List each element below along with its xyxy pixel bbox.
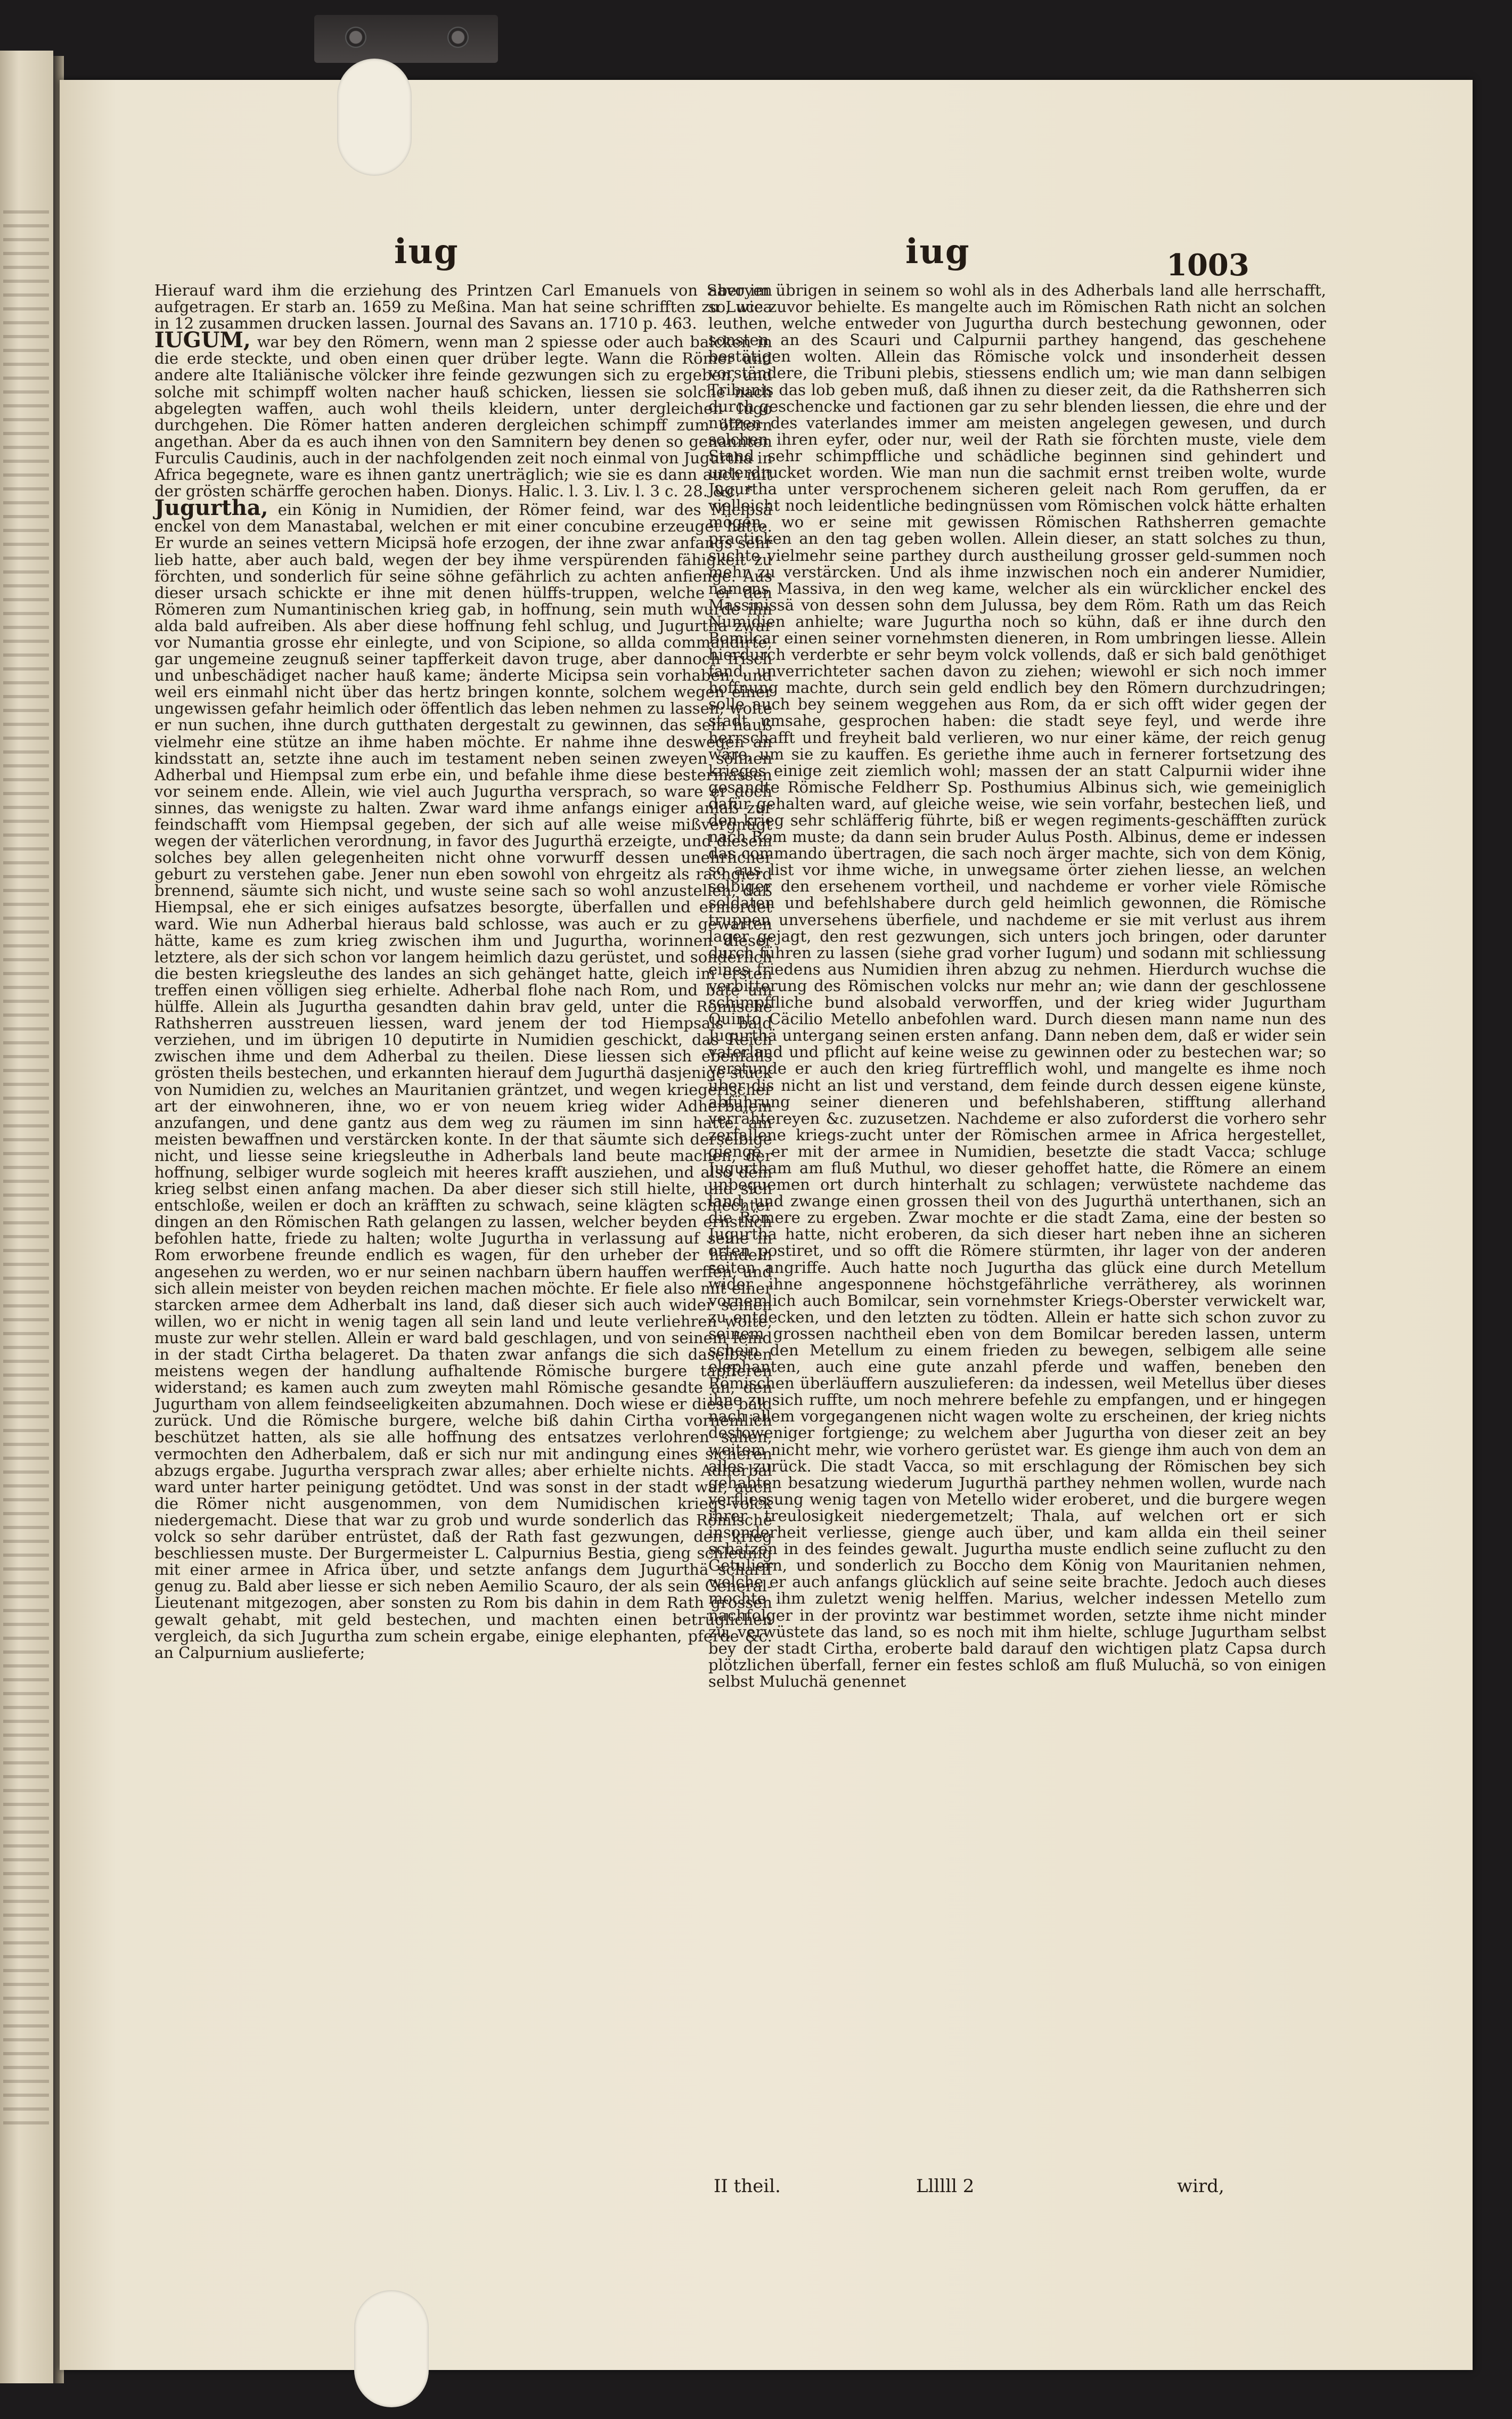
entry-paragraph — [154, 328, 773, 501]
entry-text: war bey den Römern, wenn man 2 spiesse oder auch balcken in die erde steckte, und oben einen quer drüber legte. Wann die Römer und andere alte Italiänische völcker ihre feinde gezwungen sich zu ergeben, und solche mit schimpff wolten nacher hauß schicken, liessen sie solche nach abgelegten waffen, auch wohl theils kleidern, unter dergleichen Iugo durchgehen. Die Römer hatten anderen dergleichen schimpff zum öfftern angethan. Aber da es auch ihnen von den Samnitern bey denen so genannten Furculis Caudinis, auch in der nachfolgenden zeit noch einmal von Jugurtha in Africa begegnete, ware es ihnen gantz unerträglich; wie sie es dann auch mit der grösten schärffe gerochen haben. Dionys. Halic. l. 3. Liv. l. 3 c. 28. &c. * — [154, 333, 773, 501]
left-text-column — [154, 282, 772, 1661]
page-holder-tab-top — [337, 59, 412, 176]
page-number: 1003 — [1166, 248, 1249, 283]
entry-text: Hierauf ward ihm die erziehung des Printzen Carl Emanuels von Savoyen aufgetragen. Er starb an. 1659 zu Meßina. Man hat seine schrifften zu Lucca in 12 zusammen drucken lassen. Journal des Savans an. 1710 p. 463. — [154, 281, 772, 333]
footer-catchword: wird, — [1177, 2176, 1224, 2197]
book-clamp — [314, 15, 498, 63]
footer-volume: II theil. — [714, 2176, 781, 2197]
right-running-head: iug — [905, 232, 970, 272]
page-holder-tab-bottom — [354, 2290, 429, 2407]
entry-paragraph — [154, 495, 772, 1662]
left-running-head: iug — [394, 232, 459, 272]
right-text-column — [708, 282, 1326, 1690]
footer-signature: Llllll 2 — [916, 2176, 975, 2197]
clamp-screw-icon — [345, 27, 366, 48]
entry-paragraph — [708, 282, 1326, 1690]
facing-page-edge — [0, 51, 53, 2383]
entry-paragraph — [154, 282, 772, 332]
entry-lemma: IUGUM, — [154, 328, 251, 353]
entry-text: aber im übrigen in seinem so wohl als in des Adherbals land alle herrschafft, so, wie zuvor behielte. Es mangelte auch im Römischen Rath nicht an solchen leuthen, welche entweder von Jugurtha durch bestechung gewonnen, oder sonsten an des Scauri und Calpurnii parthey hangend, das geschehene bestätigen wolten. Allein das Römische volck und insonderheit dessen vorständere, die Tribuni plebis, stiessens endlich um; wie man dann selbigen Tribunis das lob geben muß, daß ihnen zu dieser zeit, da die Rathsherren sich durch geschencke und factionen gar zu sehr blenden liessen, die ehre und der nutzen des vaterlandes immer am meisten angelegen gewesen, und durch solchen ihren eyfer, oder nur, weil der Rath sie förchten muste, viele dem Stand sehr schimpffliche und schädliche beginnen sind gehindert und unterdrucket worden. Wie man nun die sachmit ernst treiben wolte, wurde Jugurtha unter versprochenem sicheren geleit nach Rom geruffen, da er vielleicht noch leidentliche bedingnüssen vom Römischen volck hätte erhalten mögen, wo er seine mit gewissen Römischen Rathsherren gemachte practicken an den tag geben wollen. Allein dieser, an statt solches zu thun, suchte vielmehr seine parthey durch austheilung grosser geld-summen noch mehr zu verstärcken. Und als ihme inzwischen noch ein anderer Numidier, namens Massiva, in den weg kame, welcher als ein würcklicher enckel des Massinissä von dessen sohn dem Julussa, bey dem Röm. Rath um das Reich Numidien anhielte; ware Jugurtha noch so kühn, daß er ihne durch den Bomilcar einen seiner vornehmsten dieneren, in Rom umbringen liesse. Allein hierdurch verderbte er sehr beym volck vollends, daß er sich bald genöthiget fand, unverrichteter sachen davon zu ziehen; wiewohl er sich noch immer hoffnung machte, durch sein geld endlich bey den Römern durchzudringen; solle auch bey seinem weggehen aus Rom, da er sich offt wider gegen der stadt umsahe, gesprochen haben: die stadt seye feyl, und werde ihre herrschafft und freyheit bald verlieren, wo nur einer käme, der reich genug wäre, um sie zu kauffen. Es geriethe ihme auch in fernerer fortsetzung des krieges einige zeit ziemlich wohl; massen der an statt Calpurnii wider ihne gesandte Römische Feldherr Sp. Posthumius Albinus sich, wie gemeiniglich dafür gehalten ward, auf gleiche weise, wie sein vorfahr, bestechen ließ, und den krieg sehr schläfferig führte, biß er wegen regiments-geschäfften zurück nach Rom muste; da dann sein bruder Aulus Posth. Albinus, deme er indessen das commando übertragen, die sach noch ärger machte, sich von dem König, so aus list vor ihme wiche, in unwegsame örter ziehen liesse, an welchen selbiger den ersehenem vortheil, und nachdeme er vorher viele Römische soldaten und befehlshabere durch geld heimlich gewonnen, die Römische truppen unversehens überfiele, und nachdeme er sie mit verlust aus ihrem lager gejagt, den rest gezwungen, sich unters joch bringen, oder darunter durch führen zu lassen (siehe grad vorher Iugum) und sodann mit schliessung eines friedens aus Numidien ihren abzug zu nehmen. Hierdurch wuchse die verbitterung des Römischen volcks nur mehr an; wie dann der geschlossene schimpffliche bund alsobald verworffen, und der krieg wider Jugurtham Quinto Cäcilio Metello anbefohlen ward. Durch diesen mann name nun des Jugurthä untergang seinen ersten anfang. Dann neben dem, daß er wider sein vaterland und pflicht auf keine weise zu gewinnen oder zu bestechen war; so verstunde er auch den krieg fürtrefflich wohl, und mangelte es ihme noch über dis nicht an list und verstand, dem feinde durch dessen eigene künste, abführung seiner dieneren und befehlshaberen, stifftung allerhand verrähtereyen &c. zuzusetzen. Nachdeme er also zuforderst die vorhero sehr zerfallene kriegs-zucht unter der Römischen armee in Africa hergestellet, gienge er mit der armee in Numidien, besetzte die stadt Vacca; schluge Jugurtham am fluß Muthul, wo dieser gehoffet hatte, die Römere an einem unbequemen ort durch hinterhalt zu schlagen; verwüstete nachdeme das land, und zwange einen grossen theil von des Jugurthä unterthanen, sich an die Römere zu ergeben. Zwar mochte er die stadt Zama, eine der besten so Jugurtha hatte, nicht eroberen, da sich dieser hart neben ihne an sicheren orten postiret, und so offt die Römere stürmten, ihr lager von der anderen seiten angriffe. Auch hatte noch Jugurtha das glück eine durch Metellum wider ihne angesponnene höchstgefährliche verrätherey, als worinnen vornemlich auch Bomilcar, sein vornehmster Kriegs-Oberster verwickelt war, zu entdecken, und den letzten zu tödten. Allein er hatte sich schon zuvor zu seinem grossen nachtheil eben von dem Bomilcar bereden lassen, unterm schein den Metellum zu einem frieden zu bewegen, selbigem alle seine elephanten, auch eine gute anzahl pferde und waffen, beneben den Römischen überläuffern auszulieferen: da indessen, weil Metellus über dieses ihne zu sich ruffte, um noch mehrere befehle zu empfangen, und er hingegen nach allem vorgegangenen nicht wagen wolte zu erscheinen, der krieg nichts destoweniger fortgienge; zu welchem aber Jugurtha von dieser zeit an bey weitem nicht mehr, wie vorhero gerüstet war. Es gienge ihm auch von dem an alles zurück. Die stadt Vacca, so mit erschlagung der Römischen bey sich gehabten besatzung wiederum Jugurthä parthey nehmen wollen, wurde nach verfliessung wenig tagen von Metello wider eroberet, und die burgere wegen ihrer treulosigkeit niedergemetzelt; Thala, auf welchen ort er sich insonderheit verliesse, gienge auch über, und kam allda ein theil seiner schätzen in des feindes gewalt. Jugurtha muste endlich seine zuflucht zu den Getuliern, und sonderlich zu Boccho dem König von Mauritanien nehmen, welche er auch anfangs glücklich auf seine seite brachte. Jedoch auch dieses mochte ihm zuletzt wenig helffen. Marius, welcher indessen Metello zum nachfolger in der provintz war bestimmet worden, setzte ihme nicht minder zu, verwüstete das land, so es noch mit ihm hielte, schluge Jugurtham selbst bey der stadt Cirtha, eroberte bald darauf den wichtigen platz Capsa durch plötzlichen überfall, ferner ein festes schloß am fluß Muluchä, so von einigen selbst Muluchä genennet — [708, 281, 1326, 1690]
entry-lemma: Jugurtha, — [154, 495, 268, 521]
facing-page-text-fragments — [3, 210, 49, 2128]
clamp-screw-icon — [447, 27, 469, 48]
entry-text: ein König in Numidien, der Römer feind, war des Micipsä enckel von dem Manastabal, welchen er mit einer concubine erzeuget hatte. Er wurde an seines vettern Micipsä hofe erzogen, der ihne zwar anfangs sehr lieb hatte, aber auch bald, wegen der bey ihme verspürenden fähigkeit zu förchten, und sonderlich für seine söhne gefährlich zu achten anfienge. Aus dieser ursach schickte er ihne mit denen hülffs-truppen, welche er den Römeren zum Numantinischen krieg gab, in hoffnung, sein muth wurde ihn alda bald aufreiben. Als aber diese hoffnung fehl schlug, und Jugurtha zwar vor Numantia grosse ehr einlegte, und von Scipione, so allda commandirte, gar ungemeine zeugnuß seiner tapfferkeit davon truge, aber dannoch frisch und unbeschädiget nacher hauß kame; änderte Micipsa sein vorhaben, und weil ers einmahl nicht über das hertz bringen konnte, solchem wegen einer ungewissen gefahr heimlich oder öffentlich das leben nehmen zu lassen; wolte er nun suchen, ihne durch gutthaten dergestalt zu gewinnen, das sein hauß vielmehr eine stütze an ihme haben möchte. Er nahme ihne deswegen an kindsstatt an, setzte ihne auch im testament neben seinen zweyen söhnen Adherbal und Hiempsal zum erbe ein, und befahle ihme diese bestermassen vor seinem ende. Allein, wie viel auch Jugurtha versprach, so ware er doch sinnes, das wenigste zu halten. Zwar ward ihme anfangs einiger anlaß zur feindschafft vom Hiempsal gegeben, der sich auf alle weise mißvergnügt wegen der väterlichen verordnung, in favor des Jugurthä erzeigte, und diesem solches bey allen gelegenheiten nicht ohne vorwurff dessen unehrlicher geburt zu verstehen gabe. Jener nun eben sowohl von ehrgeitz als rachgierd brennend, säumte sich nicht, und wuste seine sach so wohl anzustellen, daß Hiempsal, ehe er sich einiges aufsatzes besorgte, überfallen und ermordet ward. Wie nun Adherbal hieraus bald schlosse, was auch er zu gewarten hätte, kame es zum krieg zwischen ihm und Jugurtha, worinnen dieser letztere, als der sich schon vor langem heimlich dazu gerüstet, und sonderlich die besten kriegsleuthe des landes an sich gehänget hatte, gleich im ersten treffen einen völligen sieg erhielte. Adherbal flohe nach Rom, und bate um hülffe. Allein als Jugurtha gesandten dahin brav geld, unter die Römische Rathsherren ausstreuen liessen, ward jenem der tod Hiempsals bald verziehen, und im übrigen 10 deputirte in Numidien geschickt, das Reich zwischen ihme und dem Adherbal zu theilen. Diese liessen sich ebenfalls grösten theils bestechen, und erkannten hierauf dem Jugurthä dasjenige stück von Numidien zu, welches an Mauritanien gräntzet, und wegen kriegerischer art der einwohneren, ihne, wo er von neuem krieg wider Adherbalem anzufangen, und dene gantz aus dem weg zu räumen im sinn hatte, am meisten bewaffnen und verstärcken konte. In der that säumte sich derselbige nicht, und liesse seine kriegsleuthe in Adherbals land beute machen, der hoffnung, selbiger wurde sogleich mit heeres krafft ausziehen, und also dem krieg selbst einen anfang machen. Da aber dieser sich still hielte, und sich entschloße, weilen er doch an kräfften zu schwach, seine klägten schlechter dingen an den Römischen Rath gelangen zu lassen, welcher beyden ernstlich befohlen hatte, friede zu halten; wolte Jugurtha in verlassung auf seine in Rom erworbene freunde endlich es wagen, für den urheber der händeln angesehen zu werden, wo er nur seinen nachbarn übern hauffen werffen, und sich allein meister von beyden reichen machen möchte. Er fiele also mit einer starcken armee dem Adherbalt ins land, daß dieser sich auch wider seinen willen, wo er nicht in wenig tagen all sein land und leute verliehren wolte, muste zur wehr stellen. Allein er ward bald geschlagen, und von seinem feind in der stadt Cirtha belageret. Da thaten zwar anfangs die sich daselbsten meistens wegen der handlung aufhaltende Römische burgere tapfferen widerstand; es kamen auch zum zweyten mahl Römische gesandte an, den Jugurtham von allem feindseeligkeiten abzumahnen. Doch wiese er diese bald zurück. Und die Römische burgere, welche biß dahin Cirtha vornemlich beschützet hatten, als sie alle hoffnung des entsatzes verlohren sahen, vermochten den Adherbalem, daß er sich nur mit andingung eines sicheren abzugs ergabe. Jugurtha versprach zwar alles; aber erhielte nichts. Adherbal ward unter harter peinigung getödtet. Und was sonst in der stadt war, auch die Römer nicht ausgenommen, von dem Numidischen kriegs-volck niedergemacht. Diese that war zu grob und wurde sonderlich das Römische volck so sehr darüber entrüstet, daß der Rath fast gezwungen, den krieg beschliessen muste. Der Burgermeister L. Calpurnius Bestia, gieng schleunig mit einer armee in Africa über, und setzte anfangs dem Jugurthä scharff genug zu. Bald aber liesse er sich neben Aemilio Scauro, der als sein General-Lieutenant mitgezogen, aber sonsten zu Rom bis dahin in dem Rath grossen gewalt gehabt, mit geld bestechen, und machten einen betrüglichen vergleich, da sich Jugurtha zum schein ergabe, einige elephanten, pferde &c. an Calpurnium auslieferte; — [154, 501, 772, 1662]
